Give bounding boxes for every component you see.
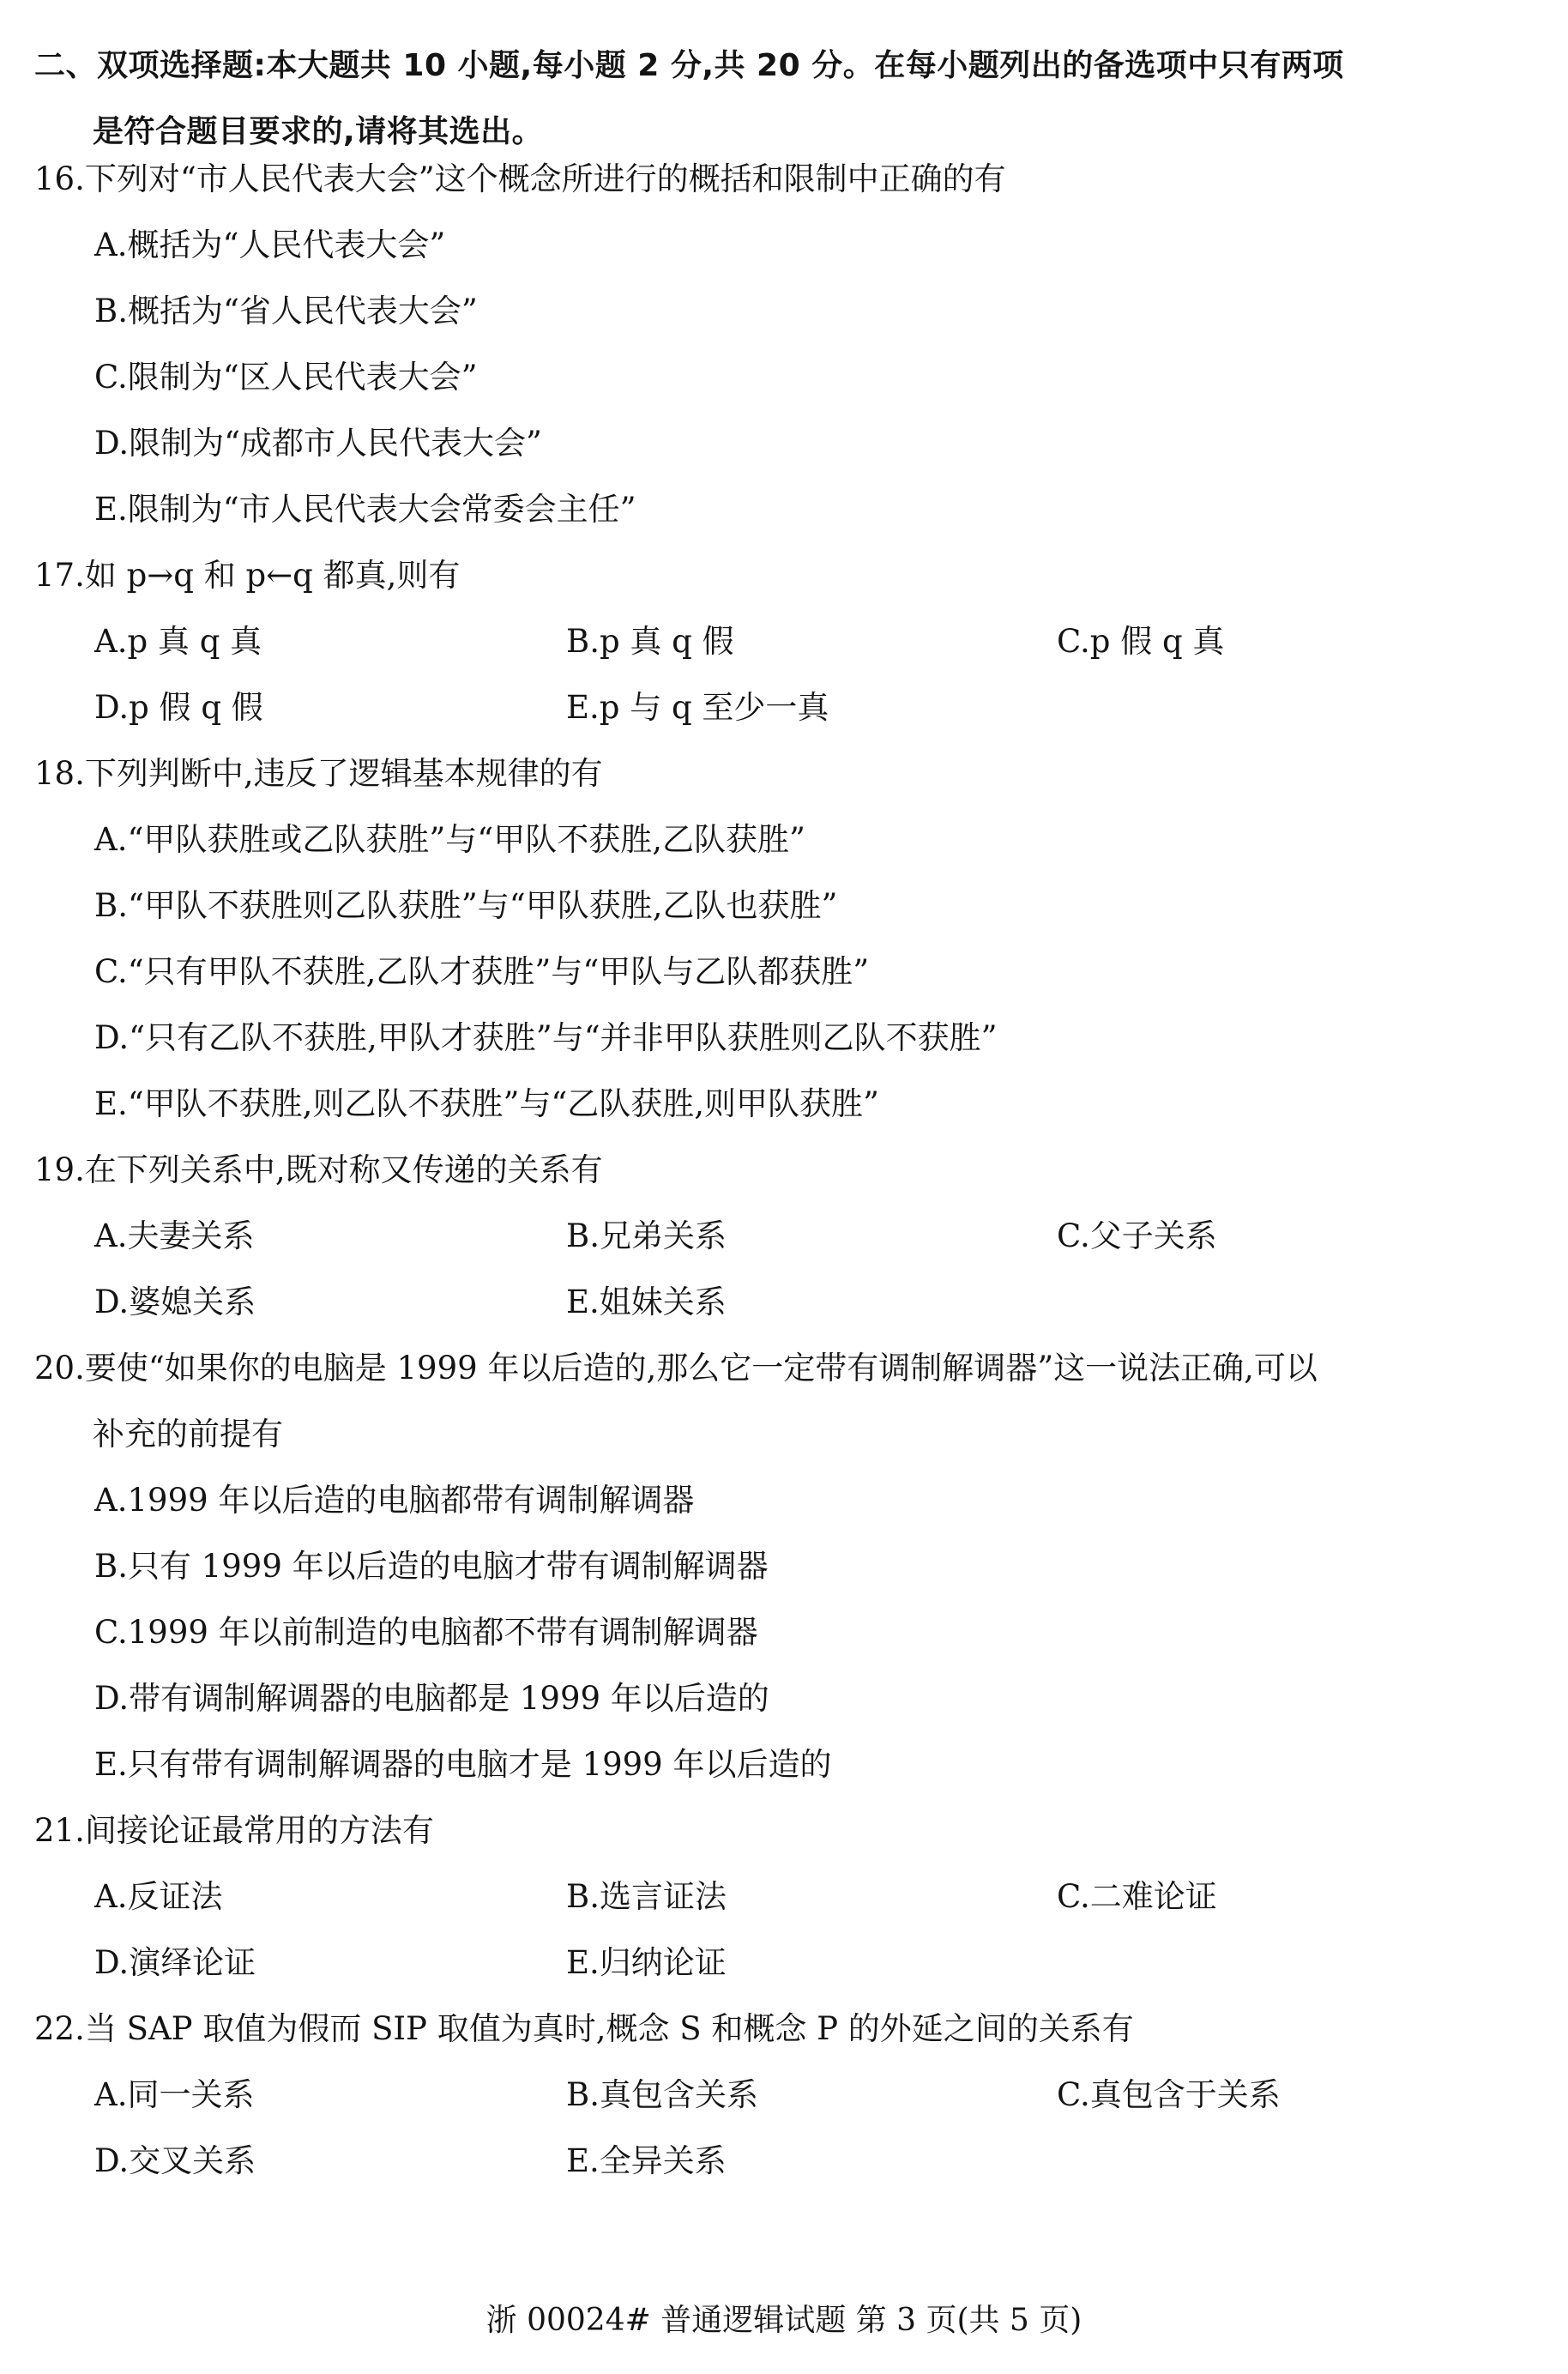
question-21 (34, 1797, 1544, 1996)
question-list (34, 146, 1544, 2194)
option-row (34, 1203, 1544, 1269)
question-stem: 21.间接论证最常用的方法有 (34, 1812, 434, 1849)
question-20 (34, 1335, 1544, 1797)
question-stem: 22.当 SAP 取值为假而 SIP 取值为真时,概念 S 和概念 P 的外延之间的关系有 (34, 2010, 1134, 2047)
option-c: C.1999 年以前制造的电脑都不带有调制解调器 (94, 1614, 758, 1651)
option-c: C.二难论证 (1057, 1878, 1217, 1915)
option-e: E.p 与 q 至少一真 (566, 689, 829, 726)
question-stem: 18.下列判断中,违反了逻辑基本规律的有 (34, 755, 603, 792)
option-c: C.父子关系 (1057, 1217, 1217, 1254)
option-d: D.交叉关系 (94, 2142, 256, 2179)
option-c: C.限制为“区人民代表大会” (94, 359, 478, 396)
section-heading-line-1: 二、双项选择题:本大题共 10 小题,每小题 2 分,共 20 分。在每小题列出的备选项中只有两项 (34, 48, 1344, 83)
section-heading (34, 33, 1544, 165)
option-b: B.兄弟关系 (566, 1217, 727, 1254)
option-a: A.1999 年以后造的电脑都带有调制解调器 (94, 1482, 695, 1519)
section-heading-line-2: 是符合题目要求的,请将其选出。 (93, 114, 544, 149)
option-b: B.概括为“省人民代表大会” (94, 293, 478, 329)
option-row (34, 1930, 1544, 1996)
page-footer: 浙 00024# 普通逻辑试题 第 3 页(共 5 页) (485, 2303, 1083, 2338)
question-stem: 16.下列对“市人民代表大会”这个概念所进行的概括和限制中正确的有 (34, 160, 1006, 197)
question-22 (34, 1996, 1544, 2194)
question-stem: 19.在下列关系中,既对称又传递的关系有 (34, 1151, 603, 1188)
option-d: D.演绎论证 (94, 1944, 256, 1981)
option-c: C.真包含于关系 (1057, 2076, 1281, 2113)
option-row (34, 2128, 1544, 2194)
option-row (34, 608, 1544, 674)
option-b: B.p 真 q 假 (566, 623, 734, 660)
option-d: D.限制为“成都市人民代表大会” (94, 425, 542, 462)
option-b: B.只有 1999 年以后造的电脑才带有调制解调器 (94, 1548, 769, 1585)
option-c: C.p 假 q 真 (1057, 623, 1225, 660)
question-stem: 17.如 p→q 和 p←q 都真,则有 (34, 557, 461, 594)
option-d: D.婆媳关系 (94, 1284, 256, 1320)
option-a: A.夫妻关系 (94, 1217, 255, 1254)
option-d: D.p 假 q 假 (94, 689, 263, 726)
option-a: A.“甲队获胜或乙队获胜”与“甲队不获胜,乙队获胜” (94, 821, 805, 858)
question-18 (34, 740, 1544, 1137)
option-row (34, 1864, 1544, 1930)
option-e: E.“甲队不获胜,则乙队不获胜”与“乙队获胜,则甲队获胜” (94, 1085, 879, 1122)
question-stem: 20.要使“如果你的电脑是 1999 年以后造的,那么它一定带有调制解调器”这一说法正确,可以 (34, 1350, 1318, 1386)
option-e: E.姐妹关系 (566, 1284, 727, 1320)
option-e: E.限制为“市人民代表大会常委会主任” (94, 491, 636, 528)
option-a: A.p 真 q 真 (94, 623, 262, 660)
option-row (34, 674, 1544, 740)
option-row (34, 1269, 1544, 1335)
option-e: E.只有带有调制解调器的电脑才是 1999 年以后造的 (94, 1746, 832, 1783)
option-e: E.归纳论证 (566, 1944, 727, 1981)
option-b: B.“甲队不获胜则乙队获胜”与“甲队获胜,乙队也获胜” (94, 887, 838, 924)
option-a: A.反证法 (94, 1878, 223, 1915)
option-d: D.带有调制解调器的电脑都是 1999 年以后造的 (94, 1680, 769, 1717)
option-a: A.概括为“人民代表大会” (94, 227, 446, 263)
option-c: C.“只有甲队不获胜,乙队才获胜”与“甲队与乙队都获胜” (94, 953, 870, 990)
question-19 (34, 1137, 1544, 1335)
option-d: D.“只有乙队不获胜,甲队才获胜”与“并非甲队获胜则乙队不获胜” (94, 1019, 998, 1056)
question-17 (34, 542, 1544, 740)
option-row (34, 2062, 1544, 2128)
option-e: E.全异关系 (566, 2142, 727, 2179)
option-a: A.同一关系 (94, 2076, 255, 2113)
question-16 (34, 146, 1544, 542)
option-b: B.选言证法 (566, 1878, 727, 1915)
option-b: B.真包含关系 (566, 2076, 758, 2113)
question-stem-continued: 补充的前提有 (93, 1416, 283, 1453)
